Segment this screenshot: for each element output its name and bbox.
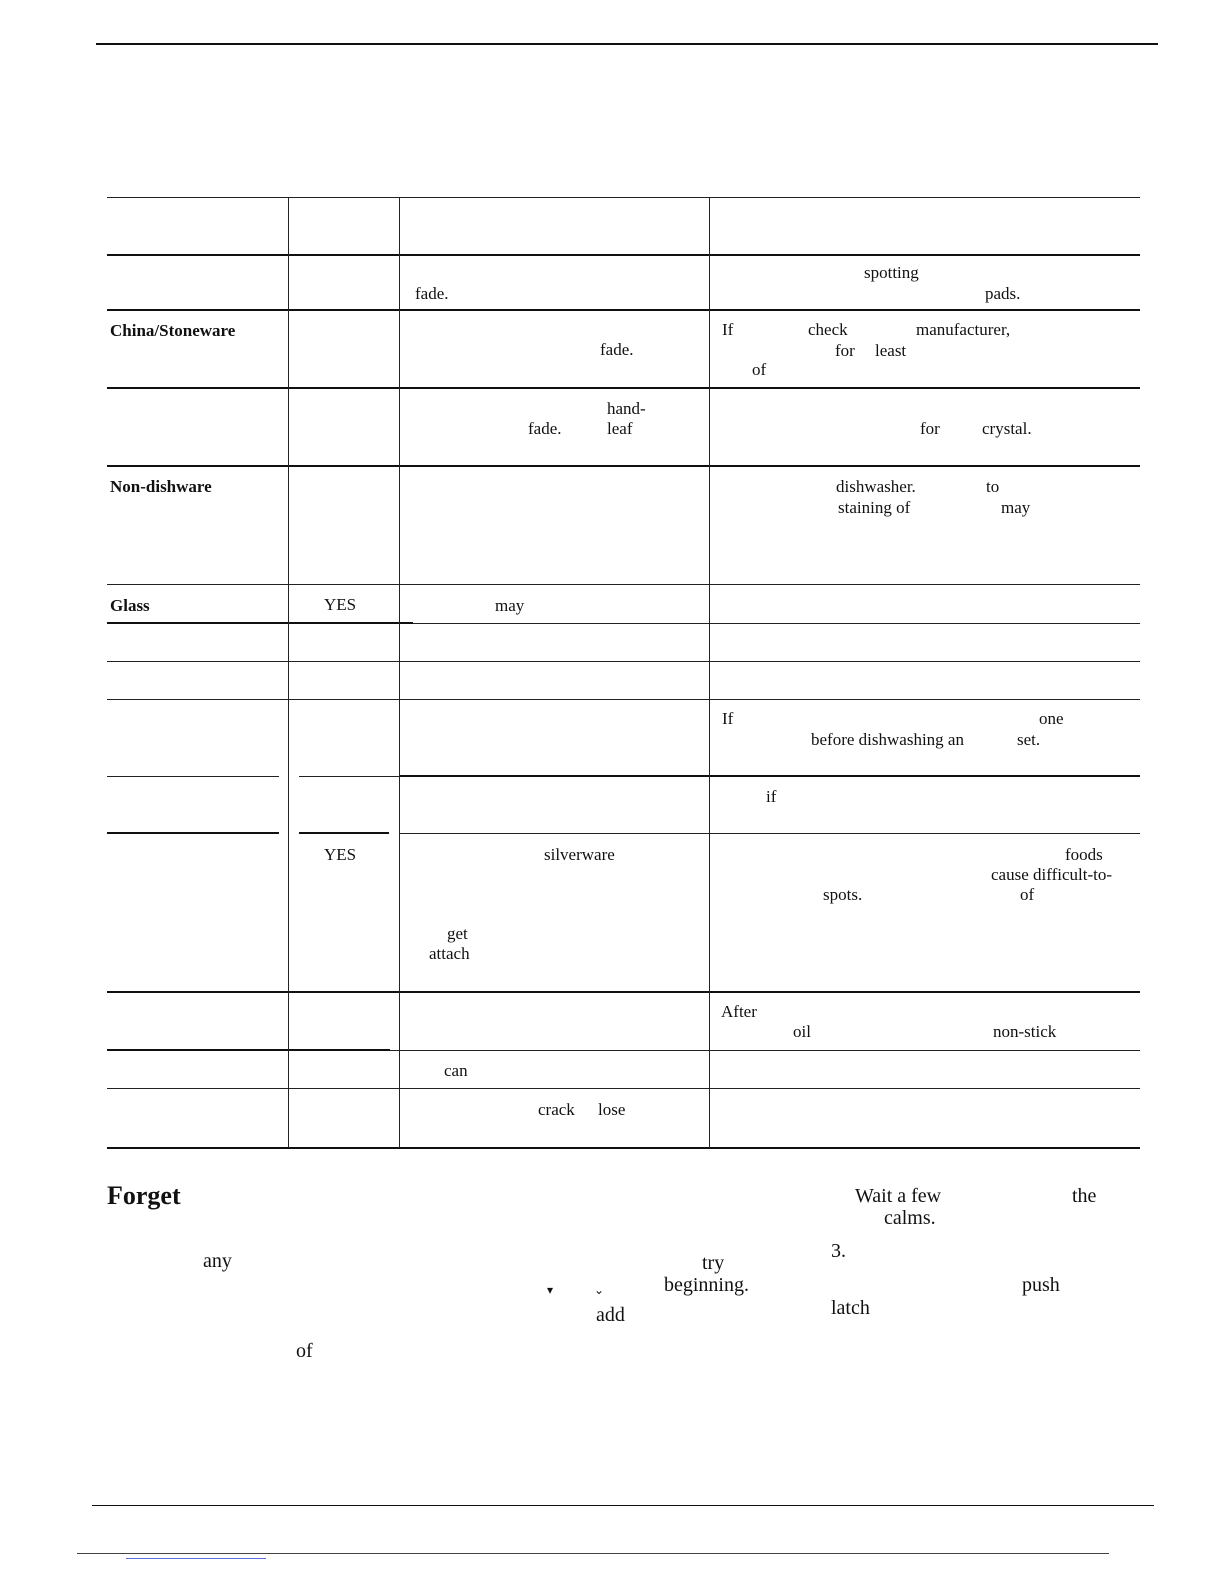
table-cell-text: cause difficult-to- — [991, 865, 1113, 884]
material-label: Glass — [110, 596, 150, 615]
table-cell-text: if — [766, 787, 777, 806]
column-divider — [288, 197, 289, 1148]
body-word: Wait a few — [855, 1185, 942, 1207]
table-cell-text: If — [722, 709, 734, 728]
table-border-top — [107, 197, 1140, 198]
body-mark: ⌄ — [594, 1283, 605, 1297]
row-divider — [107, 622, 413, 624]
section-heading: Forget — [107, 1181, 181, 1210]
row-divider — [399, 833, 1140, 834]
table-cell-text: dishwasher. — [836, 477, 916, 496]
table-cell-text: If — [722, 320, 734, 339]
table-cell-text: get — [447, 924, 468, 943]
table-cell-text: of — [752, 360, 767, 379]
table-cell-text: fade. — [415, 284, 449, 303]
row-divider — [107, 1088, 1140, 1089]
table-cell-text: for — [835, 341, 855, 360]
row-divider — [299, 832, 389, 834]
table-cell-text: oil — [793, 1022, 811, 1041]
table-cell-text: set. — [1017, 730, 1041, 749]
table-cell-text: for — [920, 419, 940, 438]
table-cell-text: crystal. — [982, 419, 1032, 438]
table-border-bottom — [107, 1147, 1140, 1149]
table-cell-text: After — [721, 1002, 757, 1021]
body-word: push — [1022, 1274, 1060, 1296]
body-word: try — [702, 1252, 725, 1274]
table-cell-text: before dishwashing an — [811, 730, 964, 749]
table-cell-text: hand- — [607, 399, 646, 418]
row-divider — [107, 991, 1140, 993]
dishwasher-safe-value: YES — [324, 595, 357, 614]
body-word: any — [203, 1250, 232, 1272]
table-cell-text: least — [875, 341, 907, 360]
body-word: of — [296, 1340, 313, 1362]
table-cell-text: may — [1001, 498, 1031, 517]
row-divider — [107, 387, 1140, 389]
footer-rule-lower — [77, 1553, 1109, 1554]
row-divider — [107, 832, 279, 834]
table-cell-text: lose — [598, 1100, 626, 1119]
table-cell-text: check — [808, 320, 848, 339]
table-cell-text: silverware — [544, 845, 615, 864]
table-cell-text: manufacturer, — [916, 320, 1011, 339]
column-divider — [399, 197, 400, 1148]
table-cell-text: spots. — [823, 885, 863, 904]
table-cell-text: non-stick — [993, 1022, 1057, 1041]
table-cell-text: attach — [429, 944, 470, 963]
column-divider — [709, 197, 710, 1148]
table-cell-text: fade. — [600, 340, 634, 359]
body-word: calms. — [884, 1207, 936, 1229]
footer-blue-mark — [126, 1558, 266, 1559]
top-rule — [96, 43, 1158, 45]
footer-rule — [92, 1505, 1154, 1506]
row-divider — [107, 584, 1140, 585]
row-divider — [399, 775, 1140, 777]
row-divider — [107, 661, 1140, 662]
row-divider — [299, 776, 399, 777]
table-cell-text: one — [1039, 709, 1064, 728]
row-divider — [413, 623, 1140, 624]
row-divider — [390, 1050, 1140, 1051]
header-divider — [107, 254, 1140, 256]
table-cell-text: fade. — [528, 419, 562, 438]
table-cell-text: leaf — [607, 419, 633, 438]
row-divider — [107, 699, 1140, 700]
table-cell-text: of — [1020, 885, 1035, 904]
row-divider — [107, 776, 279, 777]
dishwasher-safe-value: YES — [324, 845, 357, 864]
body-word: beginning. — [664, 1274, 749, 1296]
table-cell-text: may — [495, 596, 525, 615]
row-divider — [107, 465, 1140, 467]
material-label: China/Stoneware — [110, 321, 236, 340]
material-label: Non-dishware — [110, 477, 212, 496]
body-word: latch — [831, 1297, 870, 1319]
table-cell-text: to — [986, 477, 1000, 496]
table-cell-text: pads. — [985, 284, 1021, 303]
body-word: the — [1072, 1185, 1097, 1207]
row-divider — [107, 1049, 390, 1051]
table-cell-text: staining of — [838, 498, 911, 517]
table-cell-text: crack — [538, 1100, 575, 1119]
table-cell-text: spotting — [864, 263, 919, 282]
table-cell-text: foods — [1065, 845, 1103, 864]
row-divider — [107, 309, 1140, 311]
table-cell-text: can — [444, 1061, 468, 1080]
body-mark: ▾ — [547, 1283, 554, 1297]
body-word: 3. — [831, 1240, 846, 1262]
body-word: add — [596, 1304, 625, 1326]
